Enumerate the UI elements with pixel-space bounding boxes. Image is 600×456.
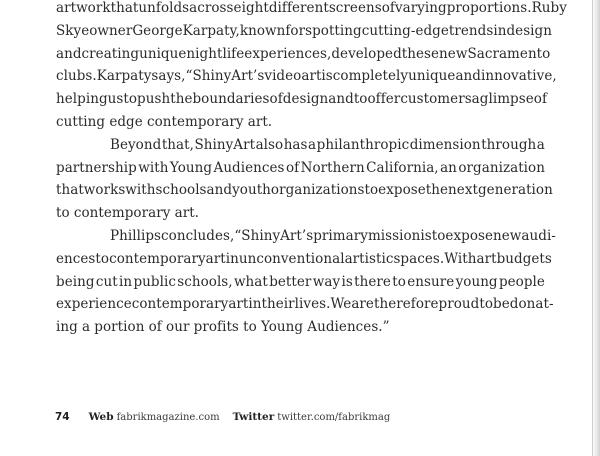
text-line: partnership with Young Audiences of Northern California, an organization [56, 159, 545, 176]
web-url-link[interactable]: fabrikmagazine.com [116, 412, 220, 423]
text-line: clubs. Karpaty says, “ShinyArt’s video art is completely unique and innovative, [56, 68, 557, 85]
text-line: ing a portion of our profits to Young Audiences.” [56, 319, 390, 336]
article-paragraph [56, 0, 567, 134]
text-line: artwork that unfolds across eight different screens of varying proportions. Ruby [56, 0, 567, 16]
text-line: Skye owner George Karpaty, known for spotting cutting-edge trends in design [56, 22, 552, 39]
page-footer [55, 411, 403, 423]
text-line: ences to contemporary art in unconventional artistic spaces. With art budgets [56, 250, 552, 267]
text-line: Beyond that, ShinyArt also has a philanthropic dimension through a [110, 136, 545, 153]
text-line: cutting edge contemporary art. [56, 113, 273, 130]
text-line: Phillips concludes, “ShinyArt’s primary mission is to expose new audi- [110, 227, 556, 244]
text-line: helping us to push the boundaries of design and to offer customers a glimpse of [56, 91, 548, 108]
page-number: 74 [55, 411, 70, 423]
article-body [56, 0, 567, 339]
article-paragraph [56, 134, 553, 225]
web-label: Web [88, 411, 114, 423]
text-line: being cut in public schools, what better way is there to ensure young people [56, 273, 545, 290]
page-edge-shadow [592, 0, 600, 456]
text-line: to contemporary art. [56, 205, 200, 222]
page-edge-line [592, 0, 593, 456]
article-paragraph [56, 225, 556, 339]
text-line: and creating unique nightlife experiences, developed these new Sacramento [56, 45, 551, 62]
text-line: experience contemporary art in their lives. We are therefore proud to be donat- [56, 296, 554, 313]
twitter-url-link[interactable]: twitter.com/fabrikmag [277, 412, 391, 423]
text-line: that works with schools and youth organizations to expose the next generation [56, 182, 553, 199]
twitter-label: Twitter [232, 411, 275, 423]
